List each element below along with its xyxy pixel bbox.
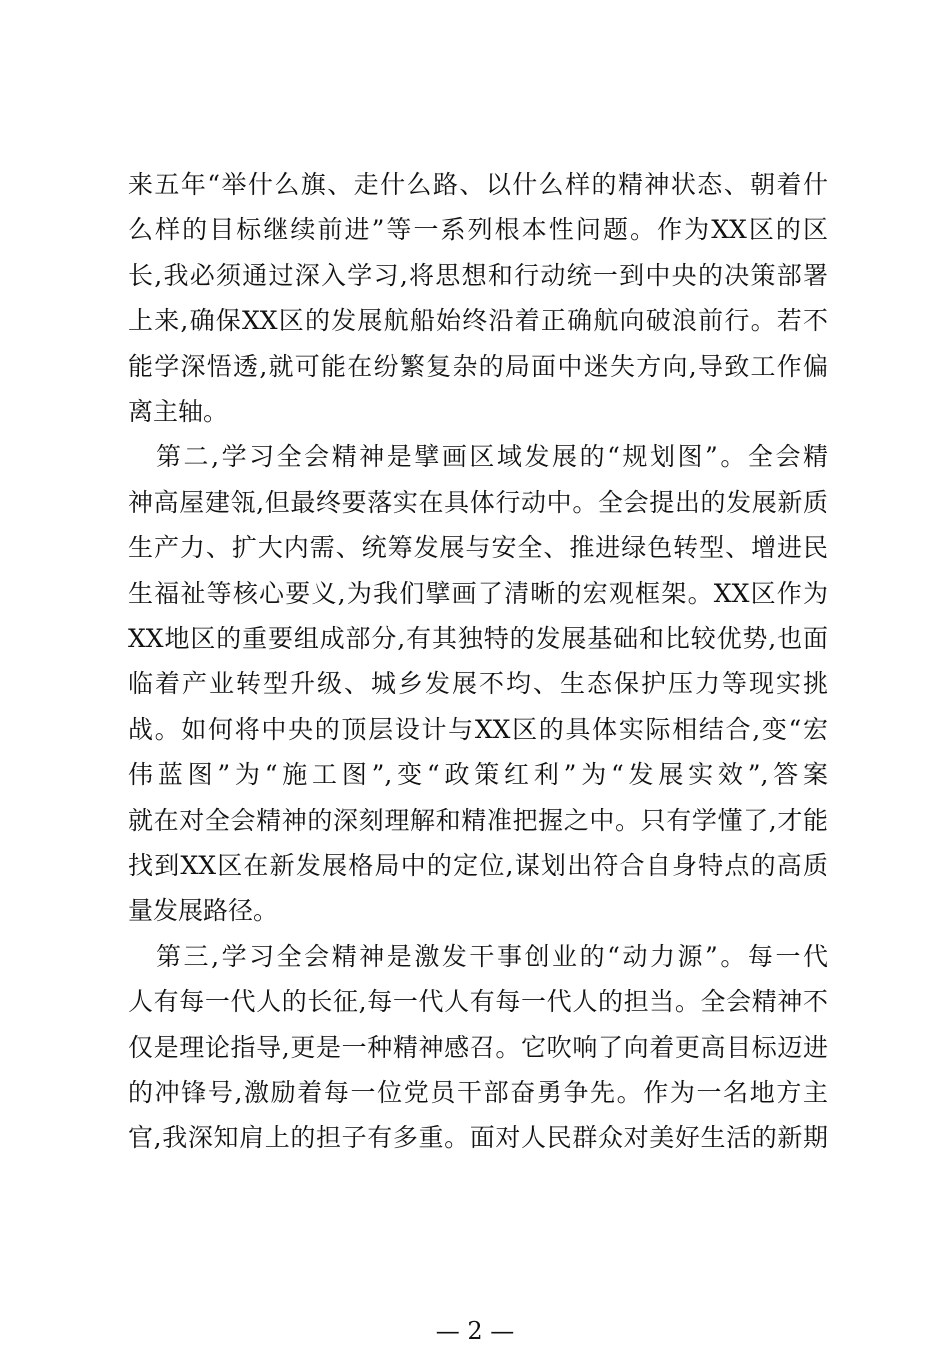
paragraph-line: 找到XX区在新发展格局中的定位,谋划出符合自身特点的高质 xyxy=(128,851,828,880)
paragraph-line: 来五年“举什么旗、走什么路、以什么样的精神状态、朝着什 xyxy=(128,170,828,199)
paragraph-line: 仅是理论指导,更是一种精神感召。它吹响了向着更高目标迈进 xyxy=(128,1032,828,1062)
paragraph-line: 临着产业转型升级、城乡发展不均、生态保护压力等现实挑 xyxy=(128,669,828,699)
page-number: — 2 — xyxy=(435,1317,515,1345)
paragraph-line: 长,我必须通过深入学习,将思想和行动统一到中央的决策部署 xyxy=(128,260,828,290)
paragraph-line: 第二,学习全会精神是擘画区域发展的“规划图”。全会精 xyxy=(156,442,828,472)
paragraph-line: 离主轴。 xyxy=(128,397,229,426)
paragraph-line: 么样的目标继续前进”等一系列根本性问题。作为XX区的区 xyxy=(128,215,828,245)
paragraph-line: 官,我深知肩上的担子有多重。面对人民群众对美好生活的新期 xyxy=(128,1123,828,1153)
paragraph-line: XX地区的重要组成部分,有其独特的发展基础和比较优势,也面 xyxy=(128,624,828,653)
paragraph-line: 的冲锋号,激励着每一位党员干部奋勇争先。作为一名地方主 xyxy=(128,1078,828,1107)
paragraph-line: 人有每一代人的长征,每一代人有每一代人的担当。全会精神不 xyxy=(128,987,828,1017)
paragraph-line: 神高屋建瓴,但最终要落实在具体行动中。全会提出的发展新质 xyxy=(128,487,828,517)
paragraph-line: 就在对全会精神的深刻理解和精准把握之中。只有学懂了,才能 xyxy=(128,805,828,835)
paragraph-line: 生福祉等核心要义,为我们擘画了清晰的宏观框架。XX区作为 xyxy=(128,578,828,608)
paragraph-line: 第三,学习全会精神是激发干事创业的“动力源”。每一代 xyxy=(156,941,828,971)
paragraph-line: 战。如何将中央的顶层设计与XX区的具体实际相结合,变“宏 xyxy=(128,714,828,744)
paragraph-line: 能学深悟透,就可能在纷繁复杂的局面中迷失方向,导致工作偏 xyxy=(128,351,828,381)
paragraph-line: 上来,确保XX区的发展航船始终沿着正确航向破浪前行。若不 xyxy=(128,306,828,336)
paragraph-line: 量发展路径。 xyxy=(128,896,279,926)
paragraph-line: 生产力、扩大内需、统筹发展与安全、推进绿色转型、增进民 xyxy=(128,533,828,563)
paragraph-line: 伟蓝图”为“施工图”,变“政策红利”为“发展实效”,答案 xyxy=(128,760,828,790)
